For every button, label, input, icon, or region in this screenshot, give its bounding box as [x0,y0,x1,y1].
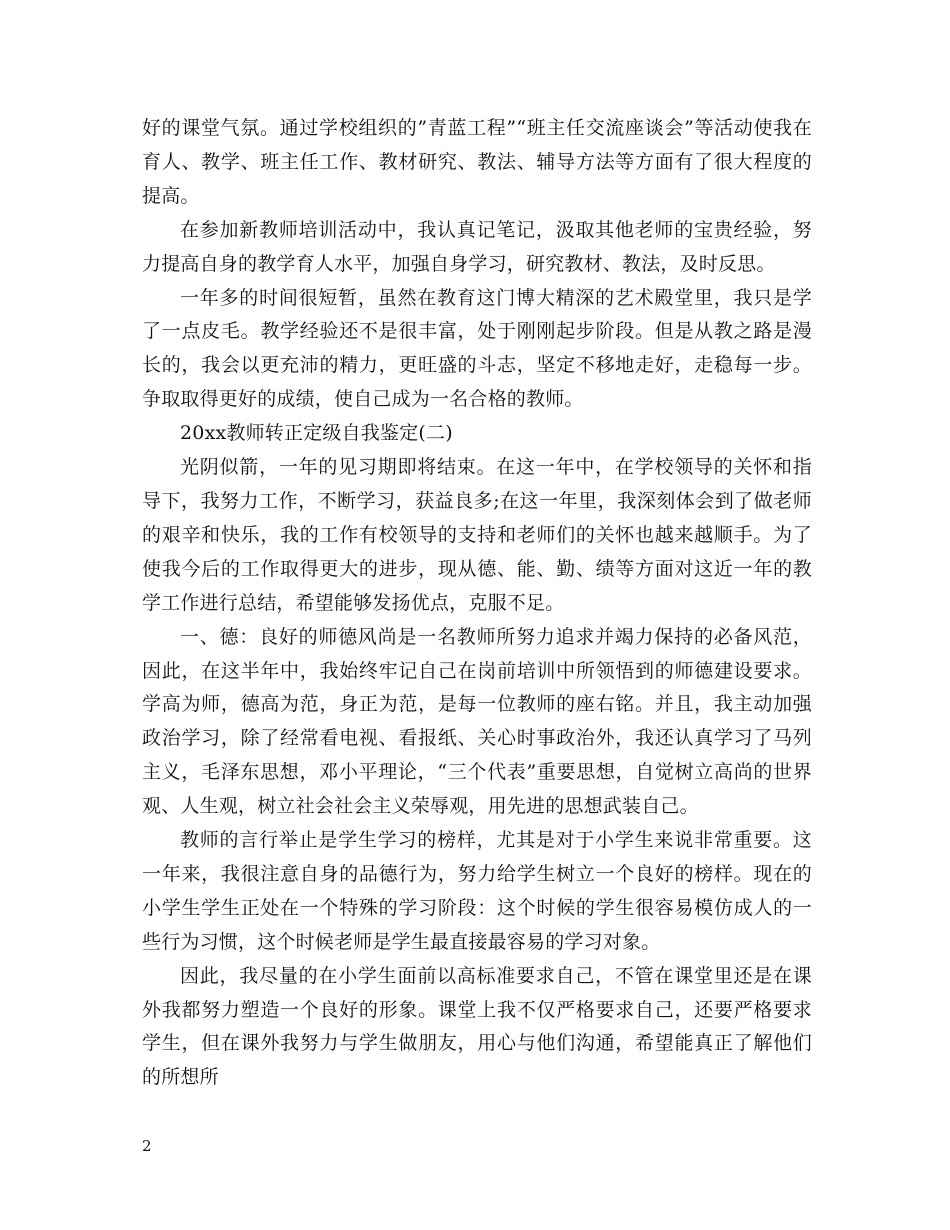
section-heading: 20xx教师转正定级自我鉴定(二) [180,422,453,445]
paragraph-continued: 好的课堂气氛。通过学校组织的”青蓝工程”“班主任交流座谈会”等活动使我在育人、教学、班主任工作、教材研究、教法、辅导方法等方面有了很大程度的提高。 [142,117,812,207]
paragraph: 在参加新教师培训活动中，我认真记笔记，汲取其他老师的宝贵经验，努力提高自身的教学育人水平，加强自身学习，研究教材、教法，及时反思。 [142,218,812,275]
paragraph: 光阴似箭，一年的见习期即将结束。在这一年中，在学校领导的关怀和指导下，我努力工作，不断学习，获益良多;在这一年里，我深刻体会到了做老师的艰辛和快乐，我的工作有校领导的支持和老师们的关怀也越来越顺手。为了使我今后的工作取得更大的进步，现从德、能、勤、绩等方面对这近一年的教学工作进行总结，希望能够发扬优点，克服不足。 [142,456,812,614]
paragraph: 一、德：良好的师德风尚是一名教师所努力追求并竭力保持的必备风范，因此，在这半年中，我始终牢记自己在岗前培训中所领悟到的师德建设要求。学高为师，德高为范，身正为范，是每一位教师的座右铭。并且，我主动加强政治学习，除了经常看电视、看报纸、关心时事政治外，我还认真学习了马列主义，毛泽东思想，邓小平理论，“三个代表”重要思想，自觉树立高尚的世界观、人生观，树立社会社会主义荣辱观，用先进的思想武装自己。 [142,625,812,818]
document-body [142,112,812,1095]
paragraph: 一年多的时间很短暂，虽然在教育这门博大精深的艺术殿堂里，我只是学了一点皮毛。教学经验还不是很丰富，处于刚刚起步阶段。但是从教之路是漫长的，我会以更充沛的精力，更旺盛的斗志，坚定不移地走好，走稳每一步。争取取得更好的成绩，使自己成为一名合格的教师。 [142,286,812,411]
paragraph: 教师的言行举止是学生学习的榜样，尤其是对于小学生来说非常重要。这一年来，我很注意自身的品德行为，努力给学生树立一个良好的榜样。现在的小学生学生正处在一个特殊的学习阶段：这个时候的学生很容易模仿成人的一些行为习惯，这个时候老师是学生最直接最容易的学习对象。 [142,829,812,953]
paragraph: 因此，我尽量的在小学生面前以高标准要求自己，不管在课堂里还是在课外我都努力塑造一个良好的形象。课堂上我不仅严格要求自己，还要严格要求学生，但在课外我努力与学生做朋友，用心与他们沟通，希望能真正了解他们的所想所 [142,964,812,1089]
page-number: 2 [142,1137,152,1155]
